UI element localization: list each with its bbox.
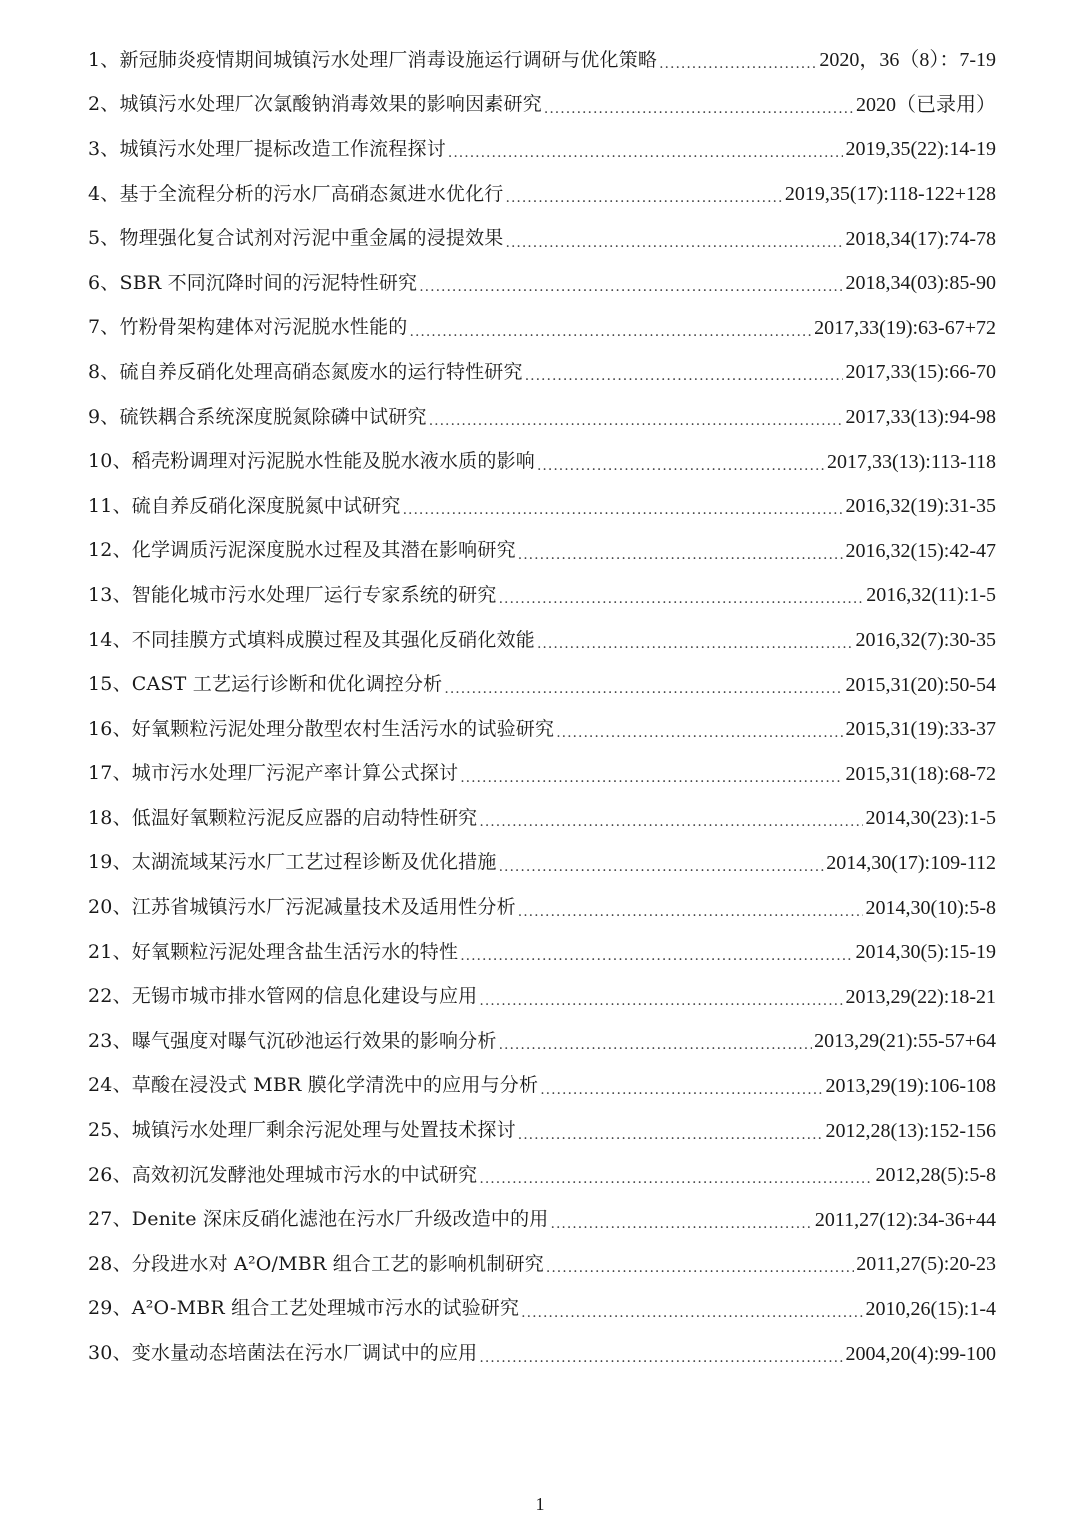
entry-title: 3、城镇污水处理厂提标改造工作流程探讨 bbox=[88, 137, 446, 160]
dot-leader bbox=[499, 592, 865, 606]
list-item bbox=[88, 796, 996, 841]
entry-title: 16、好氧颗粒污泥处理分散型农村生活污水的试验研究 bbox=[88, 717, 555, 740]
entry-reference: 2013,29(22):18-21 bbox=[845, 985, 996, 1008]
entry-reference: 2016,32(19):31-35 bbox=[845, 495, 996, 518]
list-item bbox=[88, 1064, 996, 1109]
entry-reference: 2016,32(11):1-5 bbox=[866, 584, 996, 607]
entry-title: 30、变水量动态培菌法在污水厂调试中的应用 bbox=[88, 1342, 478, 1365]
entry-title: 2、城镇污水处理厂次氯酸钠消毒效果的影响因素研究 bbox=[88, 93, 542, 116]
entry-reference: 2015,31(18):68-72 bbox=[845, 762, 996, 785]
entry-reference: 2019,35(17):118-122+128 bbox=[784, 183, 996, 206]
entry-reference: 2018,34(17):74-78 bbox=[845, 227, 996, 250]
entry-title: 25、城镇污水处理厂剩余污泥处理与处置技术探讨 bbox=[88, 1119, 516, 1142]
dot-leader bbox=[518, 1128, 824, 1142]
list-item bbox=[88, 752, 996, 797]
entry-title: 19、太湖流域某污水厂工艺过程诊断及优化措施 bbox=[88, 851, 497, 874]
entry-title: 27、Denite 深床反硝化滤池在污水厂升级改造中的用 bbox=[88, 1208, 549, 1231]
entry-reference: 2016,32(15):42-47 bbox=[845, 539, 996, 562]
entry-title: 20、江苏省城镇污水厂污泥减量技术及适用性分析 bbox=[88, 896, 516, 919]
dot-leader bbox=[551, 1217, 813, 1231]
list-item bbox=[88, 618, 996, 663]
dot-leader bbox=[659, 57, 817, 71]
entry-title: 4、基于全流程分析的污水厂高硝态氮进水优化行 bbox=[88, 182, 504, 205]
list-item bbox=[88, 885, 996, 930]
dot-leader bbox=[479, 1172, 873, 1186]
dot-leader bbox=[546, 1261, 854, 1275]
dot-leader bbox=[506, 191, 783, 205]
dot-leader bbox=[518, 548, 844, 562]
entry-reference: 2011,27(12):34-36+44 bbox=[814, 1208, 996, 1231]
entry-title: 18、低温好氧颗粒污泥反应器的启动特性研究 bbox=[88, 806, 478, 829]
list-item bbox=[88, 1331, 996, 1376]
publication-list bbox=[88, 38, 996, 1376]
dot-leader bbox=[556, 726, 843, 740]
dot-leader bbox=[506, 236, 844, 250]
dot-leader bbox=[419, 280, 843, 294]
entry-reference: 2020，36（8）：7-19 bbox=[819, 49, 996, 72]
entry-reference: 2017,33(15):66-70 bbox=[845, 361, 996, 384]
list-item bbox=[88, 484, 996, 529]
entry-title: 21、好氧颗粒污泥处理含盐生活污水的特性 bbox=[88, 940, 459, 963]
list-item bbox=[88, 439, 996, 484]
entry-reference: 2016,32(7):30-35 bbox=[855, 629, 996, 652]
list-item bbox=[88, 1153, 996, 1198]
dot-leader bbox=[460, 771, 843, 785]
dot-leader bbox=[460, 949, 853, 963]
entry-title: 8、硫自养反硝化处理高硝态氮废水的运行特性研究 bbox=[88, 360, 523, 383]
entry-reference: 2020（已录用） bbox=[856, 93, 996, 116]
dot-leader bbox=[544, 102, 854, 116]
entry-reference: 2017,33(13):94-98 bbox=[845, 406, 996, 429]
list-item bbox=[88, 127, 996, 172]
dot-leader bbox=[444, 682, 843, 696]
dot-leader bbox=[479, 994, 843, 1008]
list-item bbox=[88, 573, 996, 618]
entry-title: 7、竹粉骨架构建体对污泥脱水性能的 bbox=[88, 316, 408, 339]
entry-reference: 2013,29(19):106-108 bbox=[825, 1074, 996, 1097]
dot-leader bbox=[540, 1083, 823, 1097]
dot-leader bbox=[525, 369, 844, 383]
dot-leader bbox=[410, 325, 813, 339]
dot-leader bbox=[448, 146, 844, 160]
entry-title: 29、A²O-MBR 组合工艺处理城市污水的试验研究 bbox=[88, 1297, 520, 1320]
entry-reference: 2014,30(5):15-19 bbox=[855, 941, 996, 964]
list-item bbox=[88, 172, 996, 217]
list-item bbox=[88, 395, 996, 440]
entry-reference: 2018,34(03):85-90 bbox=[845, 272, 996, 295]
entry-reference: 2017,33(19):63-67+72 bbox=[814, 316, 996, 339]
entry-reference: 2017,33(13):113-118 bbox=[826, 450, 996, 473]
dot-leader bbox=[479, 1351, 843, 1365]
entry-title: 9、硫铁耦合系统深度脱氮除磷中试研究 bbox=[88, 405, 427, 428]
dot-leader bbox=[518, 905, 864, 919]
entry-title: 14、不同挂膜方式填料成膜过程及其强化反硝化效能 bbox=[88, 628, 535, 651]
entry-title: 12、化学调质污泥深度脱水过程及其潜在影响研究 bbox=[88, 539, 516, 562]
dot-leader bbox=[479, 815, 863, 829]
list-item bbox=[88, 707, 996, 752]
entry-title: 15、CAST 工艺运行诊断和优化调控分析 bbox=[88, 673, 443, 696]
list-item bbox=[88, 1242, 996, 1287]
entry-title: 22、无锡市城市排水管网的信息化建设与应用 bbox=[88, 985, 478, 1008]
entry-reference: 2013,29(21):55-57+64 bbox=[814, 1030, 996, 1053]
entry-reference: 2014,30(10):5-8 bbox=[865, 896, 996, 919]
entry-reference: 2010,26(15):1-4 bbox=[865, 1297, 996, 1320]
entry-title: 11、硫自养反硝化深度脱氮中试研究 bbox=[88, 494, 401, 517]
list-item bbox=[88, 1108, 996, 1153]
entry-title: 1、新冠肺炎疫情期间城镇污水处理厂消毒设施运行调研与优化策略 bbox=[88, 48, 658, 71]
dot-leader bbox=[521, 1306, 863, 1320]
entry-title: 28、分段进水对 A²O/MBR 组合工艺的影响机制研究 bbox=[88, 1252, 544, 1275]
list-item bbox=[88, 306, 996, 351]
entry-reference: 2015,31(20):50-54 bbox=[845, 673, 996, 696]
list-item bbox=[88, 841, 996, 886]
list-item bbox=[88, 261, 996, 306]
dot-leader bbox=[537, 459, 825, 473]
list-item bbox=[88, 216, 996, 261]
list-item bbox=[88, 1197, 996, 1242]
page-number: 1 bbox=[535, 1494, 545, 1514]
dot-leader bbox=[403, 503, 844, 517]
list-item bbox=[88, 1287, 996, 1332]
list-item bbox=[88, 930, 996, 975]
entry-reference: 2012,28(13):152-156 bbox=[825, 1119, 996, 1142]
entry-title: 23、曝气强度对曝气沉砂池运行效果的影响分析 bbox=[88, 1029, 497, 1052]
dot-leader bbox=[499, 860, 825, 874]
entry-reference: 2014,30(23):1-5 bbox=[865, 807, 996, 830]
entry-title: 5、物理强化复合试剂对污泥中重金属的浸提效果 bbox=[88, 227, 504, 250]
list-item bbox=[88, 662, 996, 707]
entry-reference: 2015,31(19):33-37 bbox=[845, 718, 996, 741]
entry-reference: 2014,30(17):109-112 bbox=[826, 851, 996, 874]
dot-leader bbox=[499, 1038, 813, 1052]
entry-reference: 2012,28(5):5-8 bbox=[875, 1164, 996, 1187]
entry-reference: 2011,27(5):20-23 bbox=[856, 1253, 996, 1276]
list-item bbox=[88, 1019, 996, 1064]
entry-title: 24、草酸在浸没式 MBR 膜化学清洗中的应用与分析 bbox=[88, 1074, 539, 1097]
entry-title: 26、高效初沉发酵池处理城市污水的中试研究 bbox=[88, 1163, 478, 1186]
list-item bbox=[88, 83, 996, 128]
entry-title: 17、城市污水处理厂污泥产率计算公式探讨 bbox=[88, 762, 459, 785]
entry-title: 13、智能化城市污水处理厂运行专家系统的研究 bbox=[88, 583, 497, 606]
entry-reference: 2019,35(22):14-19 bbox=[845, 138, 996, 161]
dot-leader bbox=[429, 414, 844, 428]
list-item bbox=[88, 350, 996, 395]
entry-title: 6、SBR 不同沉降时间的污泥特性研究 bbox=[88, 271, 418, 294]
list-item bbox=[88, 974, 996, 1019]
entry-title: 10、稻壳粉调理对污泥脱水性能及脱水液水质的影响 bbox=[88, 450, 535, 473]
entry-reference: 2004,20(4):99-100 bbox=[845, 1342, 996, 1365]
dot-leader bbox=[537, 637, 853, 651]
list-item bbox=[88, 529, 996, 574]
list-item bbox=[88, 38, 996, 83]
